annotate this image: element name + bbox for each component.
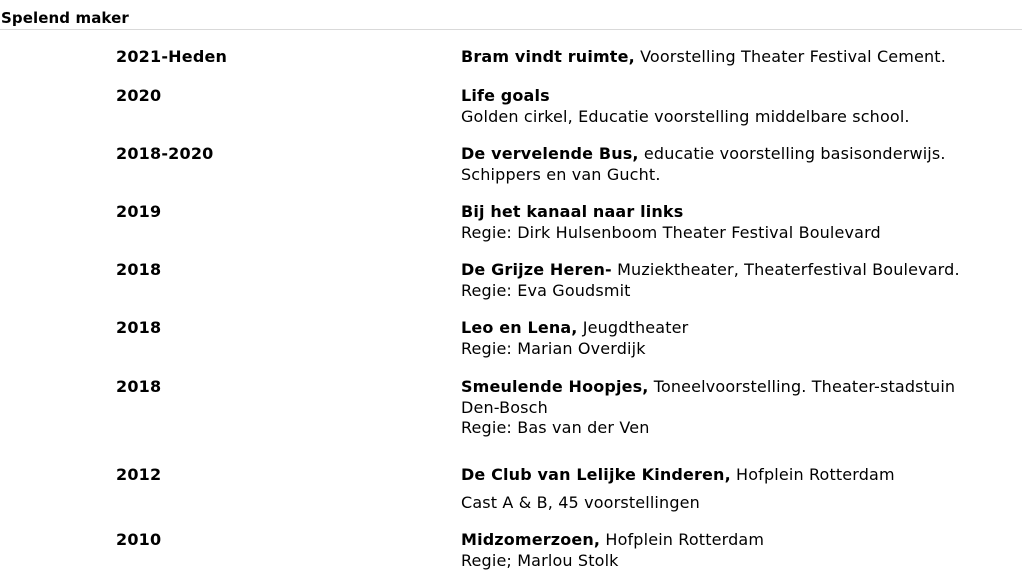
entry-details — [461, 86, 1021, 127]
section-header — [0, 0, 1022, 30]
production-title: De vervelende Bus, — [461, 144, 639, 163]
production-title: Life goals — [461, 86, 550, 105]
production-title: De Club van Lelijke Kinderen, — [461, 465, 731, 484]
production-title: Midzomerzoen, — [461, 530, 601, 549]
production-title: Smeulende Hoopjes, — [461, 377, 649, 396]
production-title: De Grijze Heren- — [461, 260, 612, 279]
entry-year: 2019 — [116, 202, 162, 221]
production-description: Hofplein Rotterdam — [730, 465, 895, 484]
production-description: Schippers en van Gucht. — [461, 164, 661, 184]
entry-year: 2018 — [116, 377, 162, 396]
entry-line — [461, 398, 1021, 419]
production-description: Regie; Marlou Stolk — [461, 550, 619, 570]
entry-line — [461, 493, 1021, 514]
production-description: educatie voorstelling basisonderwijs. — [638, 144, 946, 163]
entry-line — [461, 260, 1021, 281]
entry-line — [461, 281, 1021, 302]
production-description: Golden cirkel, Educatie voorstelling middelbare school. — [461, 106, 910, 126]
entry-details — [461, 47, 1021, 68]
entry-year: 2010 — [116, 530, 162, 549]
production-description: Regie: Marian Overdijk — [461, 338, 646, 358]
entry-line — [461, 223, 1021, 244]
production-description: Cast A & B, 45 voorstellingen — [461, 492, 700, 512]
entry-line — [461, 47, 1021, 68]
production-description: Toneelvoorstelling. Theater-stadstuin — [648, 377, 956, 396]
production-description: Muziektheater, Theaterfestival Boulevard. — [611, 260, 960, 279]
entry-details — [461, 260, 1021, 301]
production-description: Jeugdtheater — [577, 318, 689, 337]
production-title: Bram vindt ruimte, — [461, 47, 635, 66]
entry-line — [461, 318, 1021, 339]
entry-line — [461, 165, 1021, 186]
production-description: Den-Bosch — [461, 397, 548, 417]
production-description: Regie: Eva Goudsmit — [461, 280, 631, 300]
production-title: Leo en Lena, — [461, 318, 578, 337]
entry-line — [461, 86, 1021, 107]
entry-line — [461, 202, 1021, 223]
entry-details — [461, 144, 1021, 185]
entry-details — [461, 318, 1021, 359]
production-description: Regie: Bas van der Ven — [461, 418, 650, 437]
entry-line — [461, 418, 1021, 439]
production-description: Hofplein Rotterdam — [600, 530, 765, 549]
entry-line — [461, 144, 1021, 165]
entry-line — [461, 377, 1021, 398]
entry-year: 2012 — [116, 465, 162, 484]
entry-year: 2018 — [116, 318, 162, 337]
entry-line — [461, 107, 1021, 128]
section-title: Spelend maker — [1, 9, 129, 27]
entry-year: 2021-Heden — [116, 47, 228, 66]
entry-line — [461, 465, 1021, 486]
production-description: Voorstelling Theater Festival Cement. — [634, 47, 946, 66]
entry-details — [461, 202, 1021, 243]
production-title: Bij het kanaal naar links — [461, 202, 684, 221]
entry-line — [461, 339, 1021, 360]
entry-year: 2018 — [116, 260, 162, 279]
entry-details — [461, 530, 1021, 571]
entry-year: 2020 — [116, 86, 162, 105]
entry-details — [461, 465, 1021, 513]
entry-line — [461, 551, 1021, 572]
entry-year: 2018-2020 — [116, 144, 214, 163]
entry-details — [461, 377, 1021, 439]
entry-line — [461, 530, 1021, 551]
production-description: Regie: Dirk Hulsenboom Theater Festival Boulevard — [461, 222, 881, 242]
